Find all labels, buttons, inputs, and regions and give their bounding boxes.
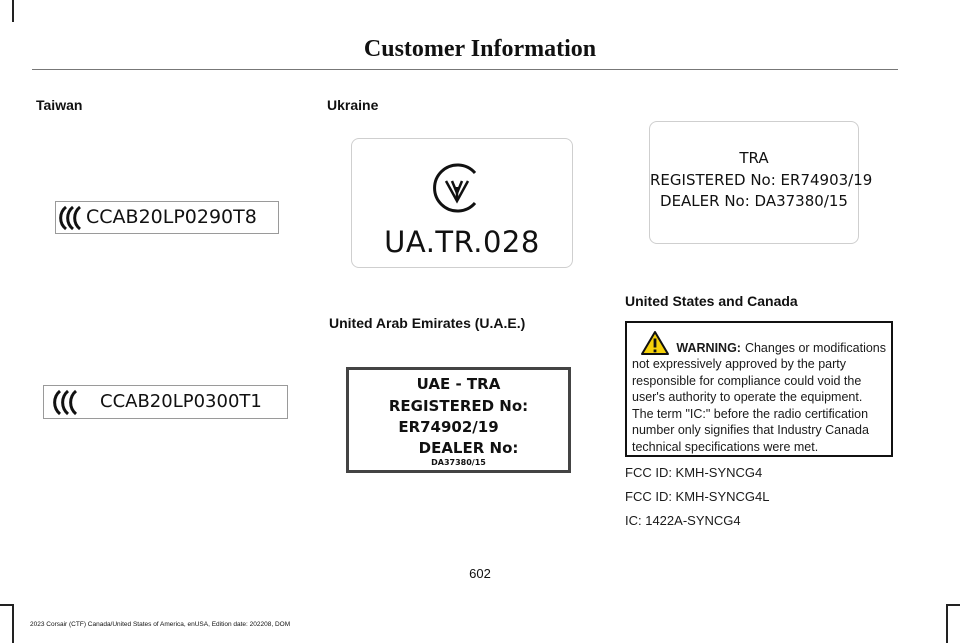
ukraine-heading: Ukraine: [327, 97, 379, 113]
tra-line: REGISTERED No: ER74903/19: [650, 171, 873, 189]
taiwan-label-text: CCAB20LP0290T8: [86, 206, 257, 228]
uae-heading: United Arab Emirates (U.A.E.): [329, 315, 526, 331]
crop-mark: [0, 604, 14, 606]
taiwan-label-2: [43, 385, 288, 419]
ic-id: IC: 1422A-SYNCG4: [625, 513, 741, 528]
ukraine-mark-text: UA.TR.028: [384, 225, 540, 259]
taiwan-label-1: [55, 201, 279, 234]
ncc-wave-icon: [52, 389, 86, 416]
uae-tra-label: [346, 367, 571, 473]
fcc-id: FCC ID: KMH-SYNCG4L: [625, 489, 770, 504]
uae-line: DEALER No:: [418, 439, 519, 457]
uae-line: UAE - TRA: [416, 375, 501, 393]
warning-label: WARNING:: [676, 340, 741, 355]
crop-mark: [12, 605, 14, 643]
title-divider: [32, 69, 898, 70]
page-title: Customer Information: [363, 36, 597, 62]
warning-box: [625, 321, 893, 457]
warning-triangle-icon: [640, 330, 670, 356]
uae-line: REGISTERED No:: [388, 397, 529, 415]
taiwan-label-text: CCAB20LP0300T1: [100, 391, 262, 412]
uae-line: ER74902/19: [398, 418, 499, 436]
page-number: 602: [469, 566, 491, 581]
crop-mark: [12, 0, 14, 22]
tra-line: TRA: [739, 149, 769, 167]
usa-canada-heading: United States and Canada: [625, 293, 798, 309]
crop-mark: [946, 605, 948, 643]
warning-text: not expressively approved by the party responsible for compliance could void the user's authority to operate the equipment. The term "IC:" before the radio certification number only signifies that Industry Canada technical specifications were met.: [632, 357, 869, 454]
tra-line: DEALER No: DA37380/15: [660, 192, 848, 210]
fcc-id: FCC ID: KMH-SYNCG4: [625, 465, 763, 480]
crop-mark: [946, 604, 960, 606]
tra-registration-label: [649, 121, 873, 244]
ukraine-conformity-icon: [428, 159, 486, 217]
ukraine-conformity-mark: [351, 138, 573, 268]
uae-line: DA37380/15: [431, 458, 486, 467]
warning-first-line: Changes or modifications: [744, 340, 886, 355]
warning-header: [632, 328, 886, 356]
taiwan-heading: Taiwan: [36, 97, 83, 113]
edition-footer: 2023 Corsair (CTF) Canada/United States of America, enUSA, Edition date: 202208, DOM: [30, 621, 291, 628]
